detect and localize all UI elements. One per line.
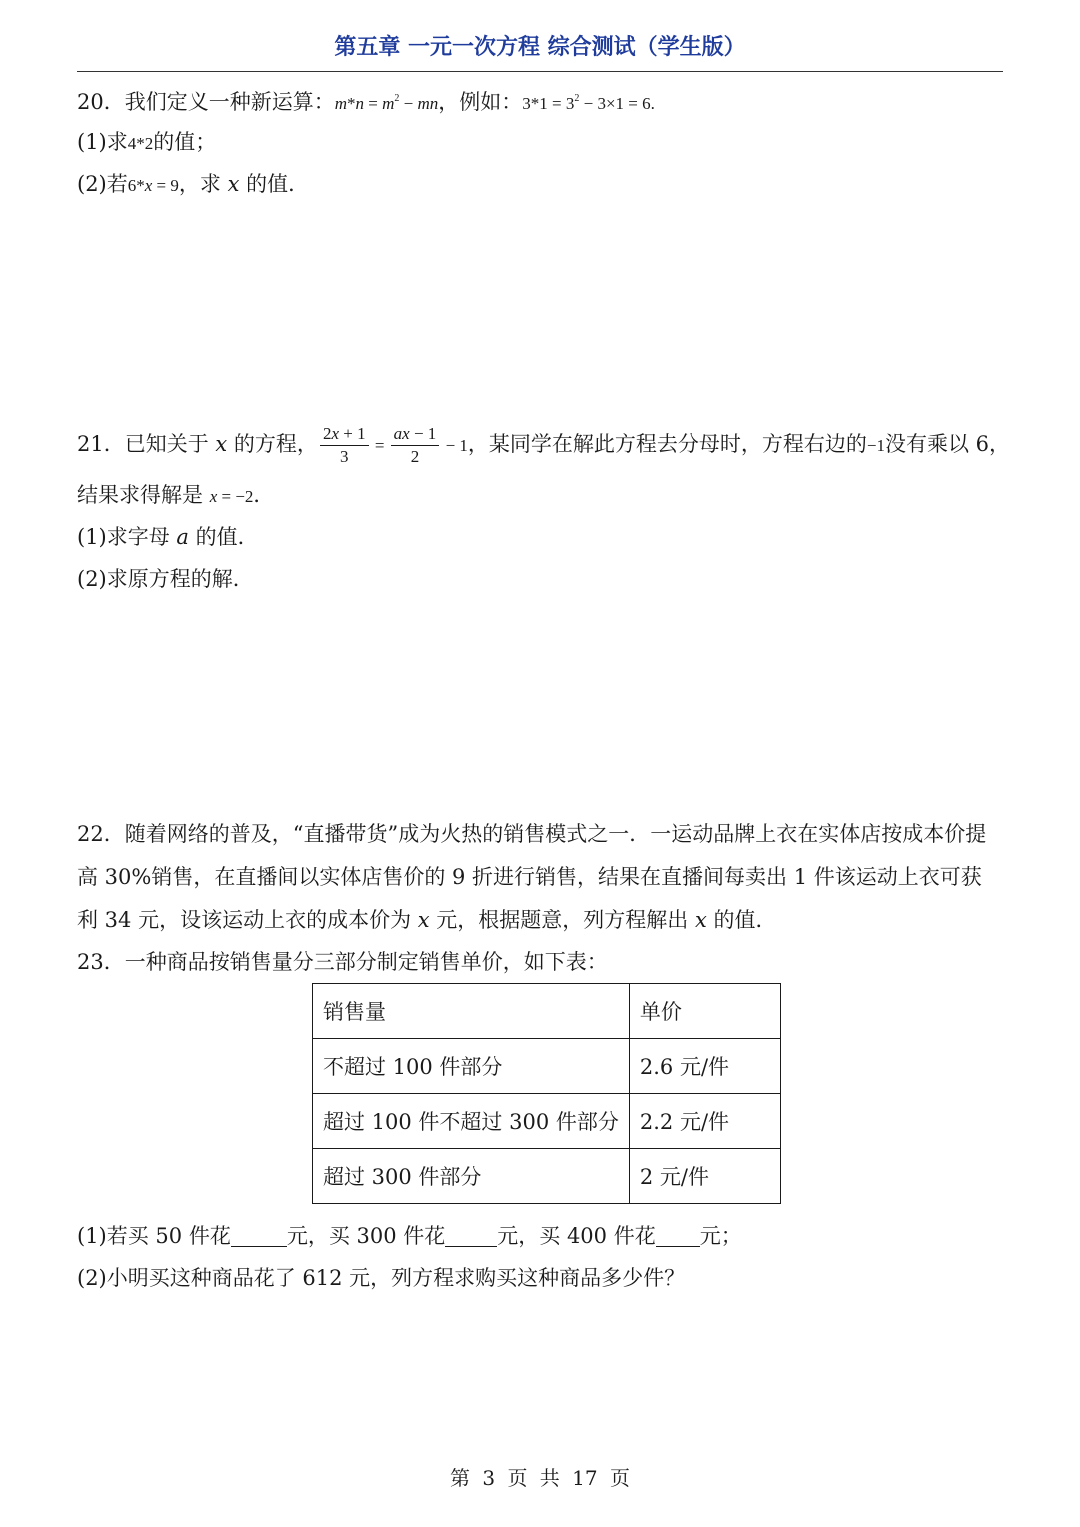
q20-example-label: ，例如： [438,90,523,114]
table-header-row [313,984,781,1039]
table-header-cell: 单价 [629,984,780,1039]
q23-part1: (1)若买 50 件花 元，买 300 件花 元，买 400 件花 元； [77,1224,742,1248]
q20-part1: (1)求4*2的值； [77,130,217,154]
q20-part2: (2)若6*x = 9，求 x 的值． [77,172,310,196]
price-table [312,983,781,1204]
table-row [313,1149,781,1204]
q21-intro-line: 21．已知关于 x 的方程， $\frac{2x + 1}{3}$ = $\frac{ax - 1}{2}$ − 1，某同学在解此方程去分母时，方程右边的−1没有乘以 6， [77,424,1011,466]
page-number-footer: 第 3 页 共 17 页 [450,1466,630,1490]
q20-example: $3*1 = 3^2 - 3\times 1 = 6$. [522,93,655,113]
q23-intro: 23．一种商品按销售量分三部分制定销售单价，如下表： [77,950,608,974]
table-row [313,1094,781,1149]
table-cell: 超过 300 件部分 [313,1149,630,1204]
q21-part1: (1)求字母 a 的值． [77,525,259,549]
table-cell: 不超过 100 件部分 [313,1039,630,1094]
q21-line2: 结果求得解是 x = −2． [77,483,275,507]
q22-line3: 利 34 元，设该运动上衣的成本价为 x 元，根据题意，列方程解出 x 的值． [77,908,777,932]
q20-intro-line [77,84,655,119]
q20-intro: 20．我们定义一种新运算： [77,90,335,114]
page-header-title: 第五章 一元一次方程 综合测试（学生版） [334,35,746,60]
header-divider [77,71,1003,72]
table-header-cell: 销售量 [313,984,630,1039]
q21-part2: (2)求原方程的解． [77,567,254,591]
q21-fraction-right: $\frac{ax - 1}{2}$ [391,423,440,468]
answer-blank[interactable] [231,1224,287,1247]
q22-line2: 高 30%销售，在直播间以实体店售价的 9 折进行销售，结果在直播间每卖出 1 件该运动上衣可获 [77,865,982,889]
answer-blank[interactable] [656,1224,700,1247]
q22-line1: 22．随着网络的普及，“直播带货”成为火热的销售模式之一．一运动品牌上衣在实体店按成本价提 [77,822,987,846]
q21-fraction-left: $\frac{2x + 1}{3}$ [320,423,369,468]
table-row [313,1039,781,1094]
table-cell: 超过 100 件不超过 300 件部分 [313,1094,630,1149]
table-cell: 2.2 元/件 [629,1094,780,1149]
table-cell: 2 元/件 [629,1149,780,1204]
q23-part2: (2)小明买这种商品花了 612 元，列方程求购买这种商品多少件？ [77,1266,686,1290]
answer-blank[interactable] [445,1224,497,1247]
q20-formula: $m*n = m^2$ − mn [334,93,439,113]
table-cell: 2.6 元/件 [629,1039,780,1094]
